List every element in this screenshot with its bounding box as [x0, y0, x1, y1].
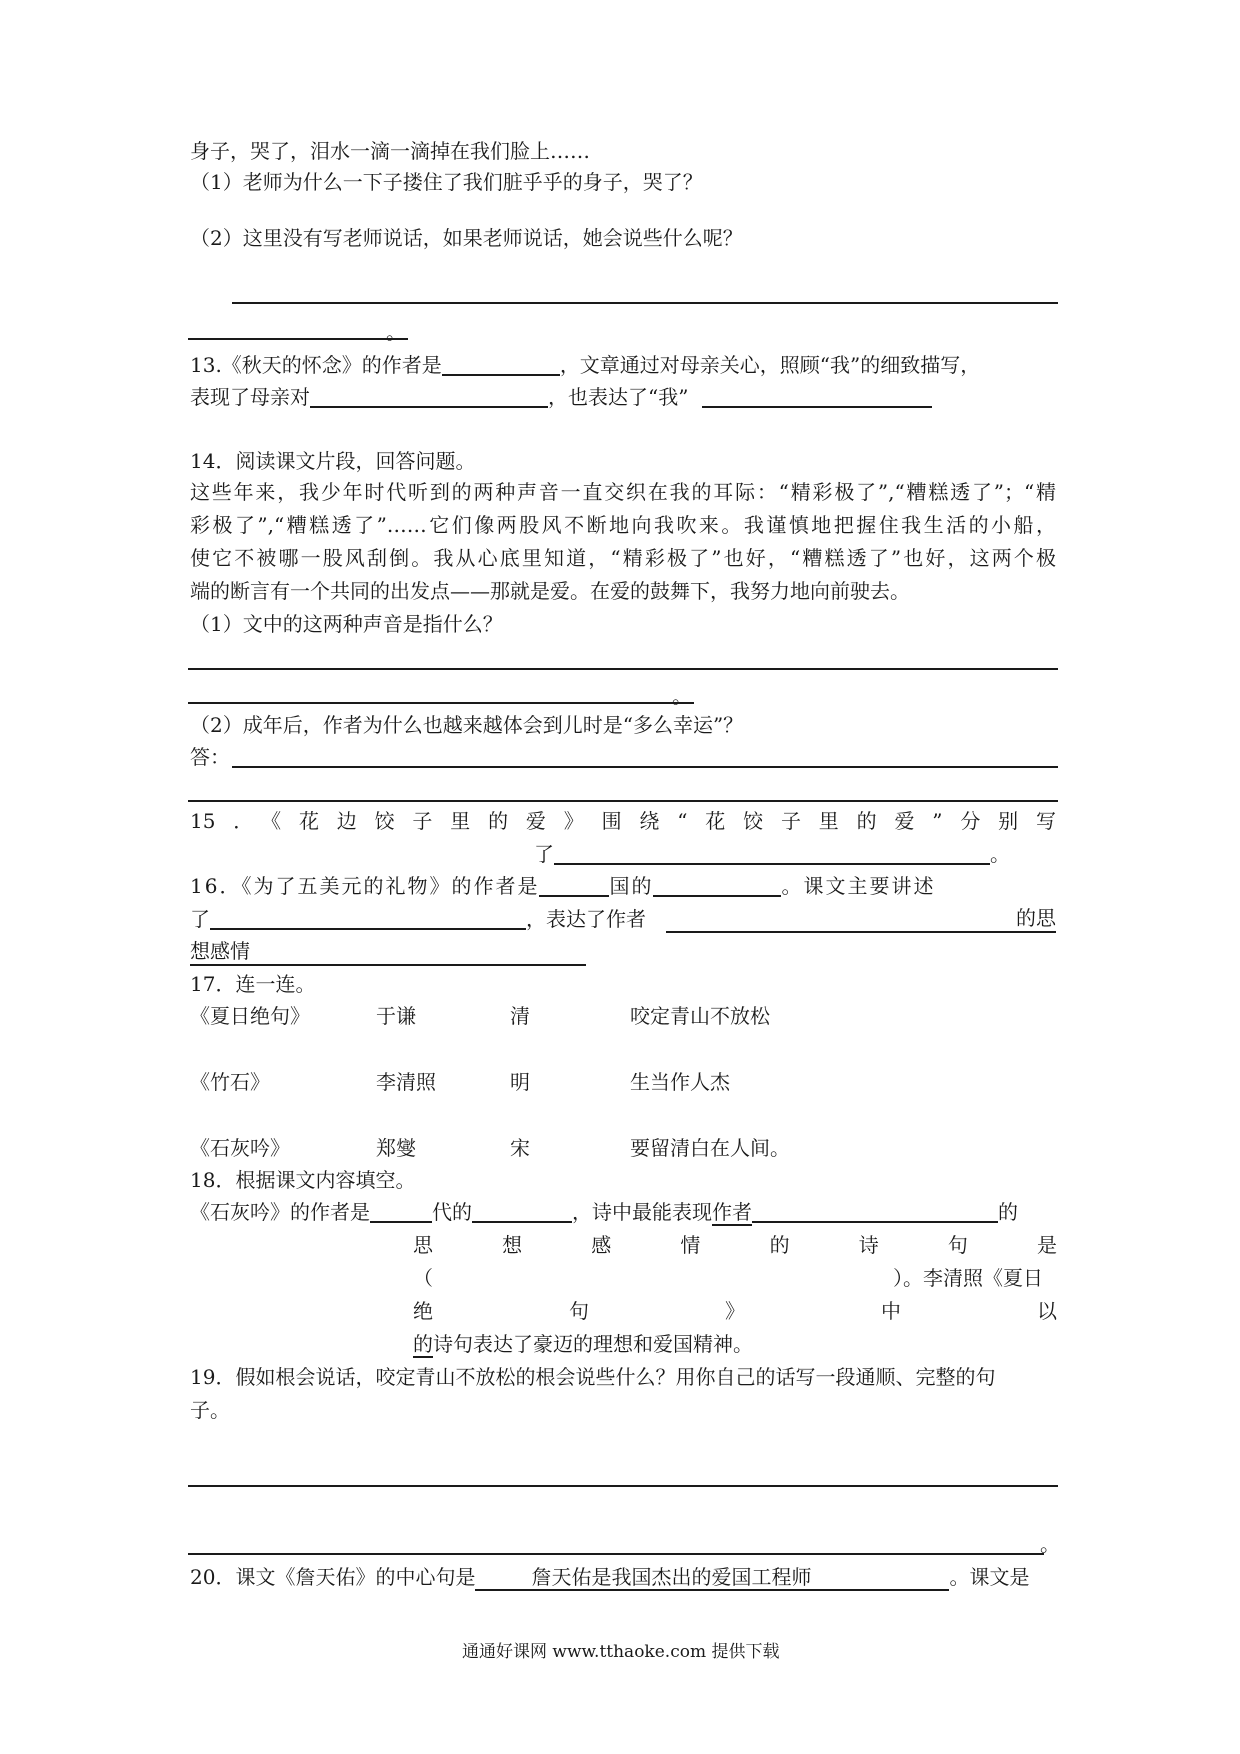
poem-author[interactable]: 郑燮: [376, 1136, 416, 1160]
passage-line: 身子，哭了，泪水一滴一滴掉在我们脸上……: [190, 139, 590, 163]
passage-line: 使它不被哪一股风刮倒。我从心底里知道，“精彩极了”也好，“糟糕透了”也好，这两个极: [190, 546, 1056, 570]
question-14-2: （2）成年后，作者为什么也越来越体会到儿时是“多么幸运”？: [190, 713, 744, 737]
poem-dynasty[interactable]: 清: [510, 1004, 530, 1028]
question-20-text: 。课文是: [949, 1565, 1030, 1589]
answer-line[interactable]: [188, 702, 694, 704]
period-mark: 。: [386, 320, 406, 344]
question-12-1: （1）老师为什么一下子搂住了我们脏乎乎的身子，哭了？: [190, 170, 703, 194]
question-18-text: ）。李清照《夏日: [893, 1266, 1043, 1290]
period-mark: 。: [672, 684, 692, 708]
answer-line[interactable]: [188, 338, 408, 340]
blank-country[interactable]: [539, 873, 609, 897]
question-20: [190, 1563, 1029, 1591]
passage-line: 端的断言有一个共同的出发点——那就是爱。在爱的鼓舞下，我努力地向前驶去。: [190, 579, 910, 603]
question-16-text: 16．《为了五美元的礼物》的作者是: [190, 874, 540, 898]
answer-label: 答：: [190, 745, 230, 769]
question-12-2: （2）这里没有写老师说话，如果老师说话，她会说些什么呢？: [190, 226, 743, 250]
question-15: 15．《花边饺子里的爱》围绕“花饺子里的爱”分别写: [190, 809, 1056, 833]
question-18-text: 的: [413, 1332, 433, 1356]
question-16-text: 想感情: [190, 938, 586, 966]
answer-line[interactable]: [188, 800, 1058, 802]
question-13-text: 表现了母亲对: [190, 385, 310, 409]
question-18-line5: [413, 1330, 753, 1358]
blank-answer[interactable]: [752, 1199, 998, 1223]
question-16-text: 的思: [1016, 905, 1056, 933]
question-20-answer-text: 詹天佑是我国杰出的爱国工程师: [531, 1565, 812, 1589]
question-18-title: 18．根据课文内容填空。: [190, 1168, 416, 1192]
period-mark: 。: [1040, 1532, 1060, 1556]
page-footer: 通通好课网 www.tthaoke.com 提供下载: [462, 1642, 780, 1662]
question-20-answer[interactable]: [475, 1565, 949, 1591]
blank-answer[interactable]: [702, 384, 932, 408]
question-16: [190, 872, 935, 900]
question-14-1: （1）文中的这两种声音是指什么？: [190, 612, 503, 636]
passage-line: 这些年来，我少年时代听到的两种声音一直交织在我的耳际：“精彩极了”,“糟糕透了”；“精: [190, 480, 1056, 504]
question-13: [190, 351, 980, 379]
blank-answer[interactable]: [554, 841, 990, 865]
poem-title[interactable]: 《夏日绝句》: [190, 1004, 310, 1028]
poem-author[interactable]: 李清照: [376, 1070, 436, 1094]
question-19-line2: 子。: [190, 1398, 230, 1422]
poem-author[interactable]: 于谦: [376, 1004, 416, 1028]
period-mark: 。: [990, 842, 1010, 866]
answer-line[interactable]: [232, 766, 1058, 768]
question-16-text: 了: [190, 907, 210, 931]
question-18-line2: 思想感情的诗句是: [413, 1233, 1057, 1257]
question-20-text: 20．课文《詹天佑》的中心句是: [190, 1565, 476, 1589]
question-18-text: 代的: [432, 1200, 472, 1224]
question-13-text: ，文章通过对母亲关心，照顾“我”的细致描写，: [559, 353, 981, 377]
question-13-text: 13.《秋天的怀念》的作者是: [190, 353, 442, 377]
question-16-text: 。课文主要讲述: [781, 874, 936, 898]
question-15-text: 了: [534, 842, 554, 866]
question-16-text: 国的: [609, 874, 654, 898]
question-16-line3: [190, 937, 586, 966]
poem-dynasty[interactable]: 宋: [510, 1136, 530, 1160]
question-18: [190, 1198, 1018, 1226]
blank-answer[interactable]: [210, 906, 526, 930]
answer-line[interactable]: [188, 1553, 1044, 1555]
question-18-paren-open: （: [413, 1266, 433, 1290]
answer-line[interactable]: [666, 931, 1016, 933]
question-18-text: 《石灰吟》的作者是: [190, 1200, 370, 1224]
question-18-line4: 绝句》中以: [413, 1299, 1057, 1323]
blank-author[interactable]: [472, 1199, 572, 1223]
blank-answer[interactable]: [310, 384, 548, 408]
poem-dynasty[interactable]: 明: [510, 1070, 530, 1094]
passage-line: 彩极了”,“糟糕透了”……它们像两股风不断地向我吹来。我谨慎地把握住我生活的小船，: [190, 513, 1056, 537]
poem-line[interactable]: 生当作人杰: [630, 1070, 730, 1094]
question-13-line2: [190, 383, 932, 411]
answer-line[interactable]: [188, 1485, 1058, 1487]
blank-dynasty[interactable]: [370, 1199, 432, 1223]
question-19: 19．假如根会说话，咬定青山不放松的根会说些什么？用你自己的话写一段通顺、完整的句: [190, 1365, 996, 1389]
question-18-text: ，诗中最能表现: [572, 1200, 712, 1224]
question-17-title: 17．连一连。: [190, 972, 316, 996]
question-18-text: 作者: [712, 1200, 752, 1224]
poem-title[interactable]: 《石灰吟》: [190, 1136, 290, 1160]
question-18-text: 的: [998, 1200, 1018, 1224]
question-16-line2: [190, 905, 646, 933]
blank-author[interactable]: [442, 352, 560, 376]
question-15-line2: [534, 840, 1010, 868]
answer-line[interactable]: [188, 668, 1058, 670]
question-13-text: ，也表达了“我”: [548, 385, 689, 409]
poem-line[interactable]: 要留清白在人间。: [630, 1136, 790, 1160]
question-18-text: 诗句表达了豪迈的理想和爱国精神。: [433, 1332, 753, 1356]
answer-line[interactable]: [232, 302, 1058, 304]
blank-author[interactable]: [653, 873, 781, 897]
question-16-text: ，表达了作者: [526, 907, 646, 931]
poem-line[interactable]: 咬定青山不放松: [630, 1004, 770, 1028]
question-14-title: 14．阅读课文片段，回答问题。: [190, 449, 476, 473]
poem-title[interactable]: 《竹石》: [190, 1070, 270, 1094]
